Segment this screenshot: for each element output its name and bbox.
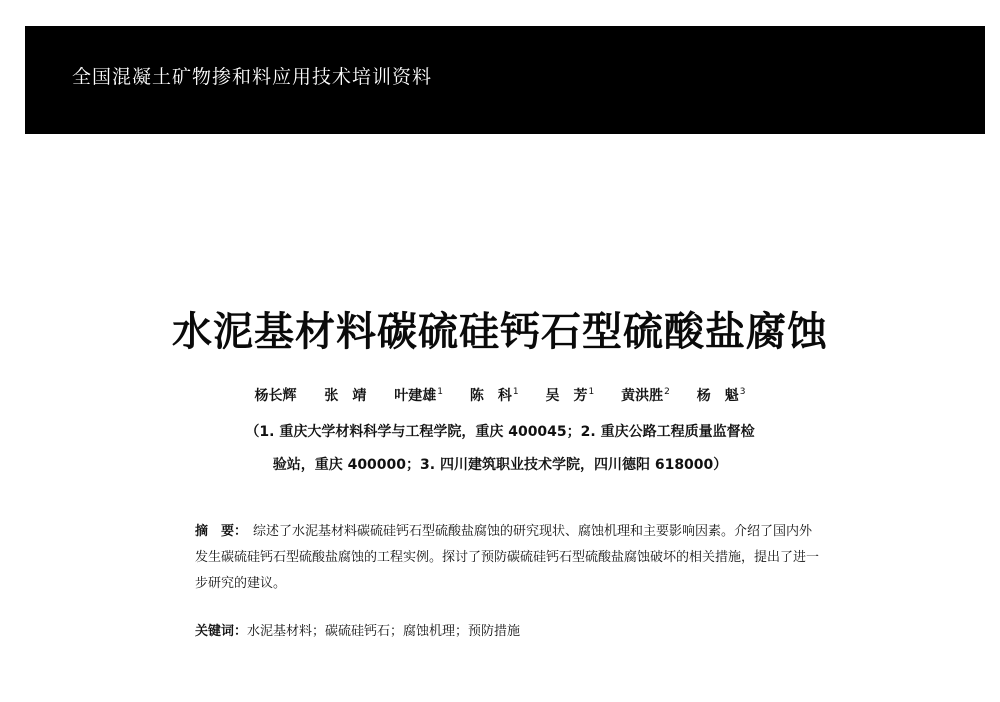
author-affiliation-mark: 3 [739, 387, 746, 397]
keywords-label: 关键词： [195, 624, 248, 639]
author-affiliation-mark: 1 [512, 387, 519, 397]
author [697, 385, 746, 405]
abstract-label: 摘 要： [195, 524, 248, 539]
author-affiliation-mark: 1 [588, 387, 595, 397]
header-text: 全国混凝土矿物掺和料应用技术培训资料 [72, 66, 433, 88]
abstract-text: 综述了水泥基材料碳硫硅钙石型硫酸盐腐蚀的研究现状、腐蚀机理和主要影响因素。介绍了国内外发生碳硫硅钙石型硫酸盐腐蚀的工程实例。探讨了预防碳硫硅钙石型硫酸盐腐蚀破坏的相关措施，提出了进一步研究的建议。 [195, 524, 820, 591]
author-name: 陈 科 [469, 388, 512, 404]
author-name: 叶建雄 [394, 388, 437, 404]
author [324, 385, 367, 405]
author-name: 黄洪胜 [621, 388, 664, 404]
author-name: 吴 芳 [545, 388, 588, 404]
keywords-text: 水泥基材料；碳硫硅钙石；腐蚀机理；预防措施 [247, 624, 521, 639]
author-affiliation-mark: 1 [437, 387, 444, 397]
author-affiliation-mark: 2 [664, 387, 670, 397]
author-name: 张 靖 [324, 388, 367, 404]
author-list [0, 385, 1000, 405]
affiliation-line-1: （1. 重庆大学材料科学与工程学院，重庆 400045；2. 重庆公路工程质量监督检 [245, 424, 755, 440]
author [470, 385, 519, 405]
affiliation-line-2: 验站，重庆 400000；3. 四川建筑职业技术学院，四川德阳 618000） [272, 457, 728, 473]
article-title: 水泥基材料碳硫硅钙石型硫酸盐腐蚀 [172, 309, 828, 355]
author-name: 杨长辉 [254, 388, 297, 404]
author [621, 385, 670, 405]
keywords [195, 620, 520, 639]
author [255, 385, 298, 405]
author-name: 杨 魁 [696, 388, 739, 404]
author [394, 385, 443, 405]
author [546, 385, 595, 405]
abstract [195, 519, 820, 597]
